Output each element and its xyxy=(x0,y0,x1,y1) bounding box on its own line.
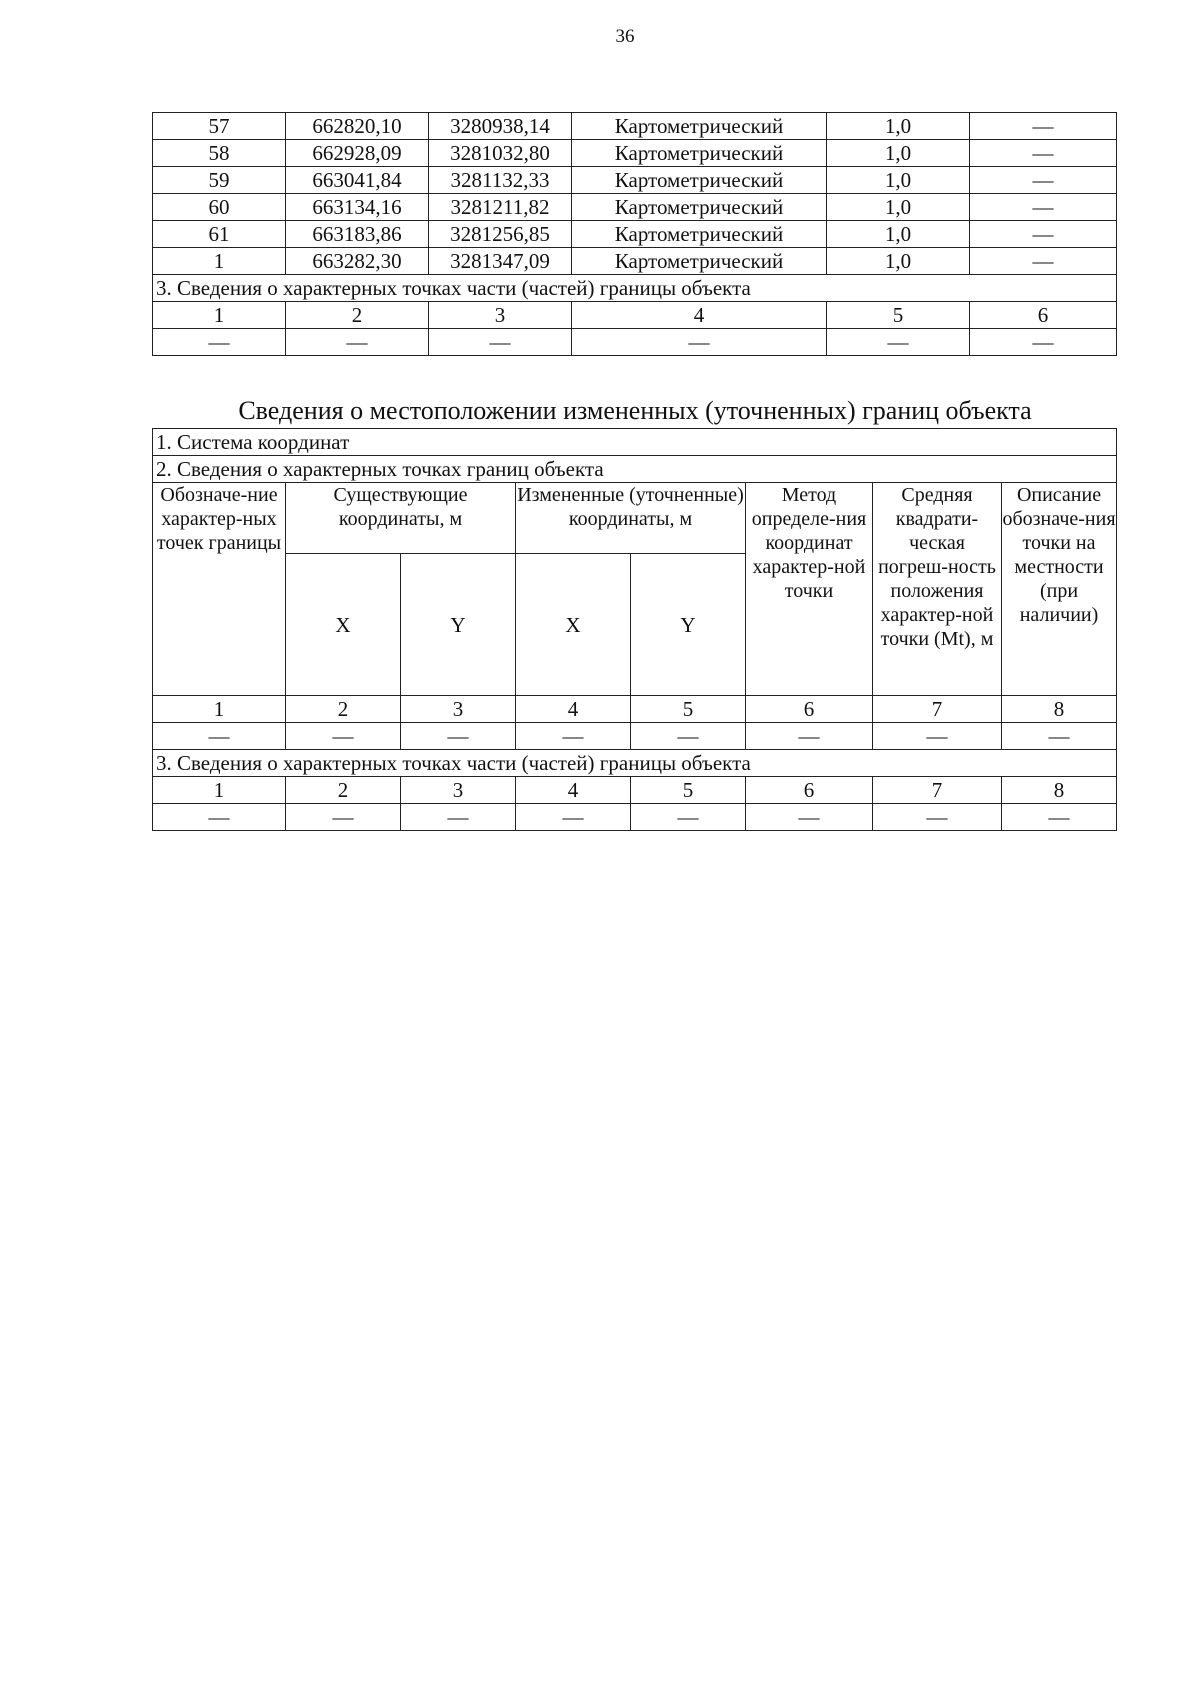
table-cell: — xyxy=(631,804,746,831)
table-cell: — xyxy=(401,804,516,831)
table-cell: 1,0 xyxy=(827,167,970,194)
table-cell: 8 xyxy=(1002,777,1117,804)
table-cell: Картометрический xyxy=(572,140,827,167)
table-cell: 1 xyxy=(153,696,286,723)
table-cell: — xyxy=(746,804,873,831)
table-cell: 1,0 xyxy=(827,113,970,140)
table-cell: — xyxy=(631,723,746,750)
table-cell: Картометрический xyxy=(572,113,827,140)
table-cell: 4 xyxy=(516,696,631,723)
section-3-part-points: 3. Сведения о характерных точках части (частей) границы объекта xyxy=(153,275,1117,302)
table-cell: 59 xyxy=(153,167,286,194)
table-cell: — xyxy=(516,723,631,750)
table-cell: 4 xyxy=(572,302,827,329)
table-cell: 2 xyxy=(286,696,401,723)
table-cell: 2 xyxy=(286,302,429,329)
section-2-boundary-points: 2. Сведения о характерных точках границ объекта xyxy=(153,456,1117,483)
header-changed-x: X xyxy=(516,554,631,696)
table-cell: — xyxy=(1002,723,1117,750)
table-row xyxy=(153,113,1117,140)
header-method: Метод определе-ния координат характер-ной точки xyxy=(746,483,873,696)
table-cell: 3280938,14 xyxy=(429,113,572,140)
table-cell: — xyxy=(970,248,1117,275)
changed-boundaries-table xyxy=(152,428,1117,831)
table-cell: 3 xyxy=(401,696,516,723)
page-number: 36 xyxy=(615,26,635,47)
header-existing-x: X xyxy=(286,554,401,696)
table-cell: 8 xyxy=(1002,696,1117,723)
table-cell: 1 xyxy=(153,777,286,804)
table-cell: — xyxy=(746,723,873,750)
table-cell: — xyxy=(1002,804,1117,831)
header-mean-square-error: Средняя квадрати-ческая погреш-ность положения характер-ной точки (Mt), м xyxy=(873,483,1002,696)
table-cell: — xyxy=(970,167,1117,194)
table-cell: — xyxy=(970,221,1117,248)
table-cell: 1 xyxy=(153,302,286,329)
table-row xyxy=(153,248,1117,275)
table-cell: 5 xyxy=(631,696,746,723)
table-row xyxy=(153,140,1117,167)
table-cell: — xyxy=(429,329,572,356)
table-cell: Картометрический xyxy=(572,248,827,275)
table-cell: 663183,86 xyxy=(286,221,429,248)
table-cell: — xyxy=(153,804,286,831)
column-number-row xyxy=(153,696,1117,723)
table-cell: 1,0 xyxy=(827,194,970,221)
table-cell: 663282,30 xyxy=(286,248,429,275)
table-cell: 7 xyxy=(873,777,1002,804)
table-cell: 3 xyxy=(429,302,572,329)
table-cell: 662928,09 xyxy=(286,140,429,167)
table-cell: 6 xyxy=(970,302,1117,329)
table-cell: 1,0 xyxy=(827,140,970,167)
table-cell: 3281211,82 xyxy=(429,194,572,221)
table-cell: — xyxy=(970,113,1117,140)
section-1-coordinate-system: 1. Система координат xyxy=(153,429,1117,456)
table-row xyxy=(153,329,1117,356)
header-changed-y: Y xyxy=(631,554,746,696)
table-cell: Картометрический xyxy=(572,221,827,248)
table-cell: 5 xyxy=(827,302,970,329)
table-cell: Картометрический xyxy=(572,167,827,194)
column-number-row xyxy=(153,302,1117,329)
table-cell: 662820,10 xyxy=(286,113,429,140)
table-cell: 61 xyxy=(153,221,286,248)
table-cell: 1,0 xyxy=(827,248,970,275)
table-cell: 4 xyxy=(516,777,631,804)
table-cell: — xyxy=(572,329,827,356)
table-cell: 663134,16 xyxy=(286,194,429,221)
table-cell: — xyxy=(516,804,631,831)
header-existing-coordinates: Существующие координаты, м xyxy=(286,483,516,554)
table-cell: 3281132,33 xyxy=(429,167,572,194)
table-cell: 663041,84 xyxy=(286,167,429,194)
table-cell: 7 xyxy=(873,696,1002,723)
table-cell: — xyxy=(873,804,1002,831)
table-cell: — xyxy=(401,723,516,750)
header-existing-y: Y xyxy=(401,554,516,696)
table-cell: 57 xyxy=(153,113,286,140)
header-point-designation: Обозначе-ние характер-ных точек границы xyxy=(153,483,286,696)
table-row xyxy=(153,194,1117,221)
table-cell: — xyxy=(286,804,401,831)
table-cell: — xyxy=(827,329,970,356)
table-cell: — xyxy=(970,329,1117,356)
table-row xyxy=(153,804,1117,831)
table-cell: — xyxy=(286,329,429,356)
table-row xyxy=(153,723,1117,750)
table-cell: 2 xyxy=(286,777,401,804)
table-cell: — xyxy=(153,723,286,750)
table-cell: 3281256,85 xyxy=(429,221,572,248)
section-3-part-points: 3. Сведения о характерных точках части (частей) границы объекта xyxy=(153,750,1117,777)
table-cell: 60 xyxy=(153,194,286,221)
table-cell: — xyxy=(970,140,1117,167)
table-cell: — xyxy=(153,329,286,356)
section-title: Сведения о местоположении измененных (уточненных) границ объекта xyxy=(238,396,1032,425)
table-cell: 3281347,09 xyxy=(429,248,572,275)
header-changed-coordinates: Измененные (уточненные) координаты, м xyxy=(516,483,746,554)
table-row xyxy=(153,167,1117,194)
table-cell: 3281032,80 xyxy=(429,140,572,167)
table-cell: 6 xyxy=(746,696,873,723)
table-row xyxy=(153,750,1117,777)
table-cell: — xyxy=(873,723,1002,750)
table-cell: 1,0 xyxy=(827,221,970,248)
table-cell: 1 xyxy=(153,248,286,275)
table-cell: — xyxy=(286,723,401,750)
table-row xyxy=(153,221,1117,248)
column-number-row xyxy=(153,777,1117,804)
table-cell: 3 xyxy=(401,777,516,804)
table-cell: Картометрический xyxy=(572,194,827,221)
table-cell: 5 xyxy=(631,777,746,804)
coordinates-table-continued xyxy=(152,112,1117,356)
header-point-description: Описание обозначе-ния точки на местности (при наличии) xyxy=(1002,483,1117,696)
table-cell: 6 xyxy=(746,777,873,804)
table-cell: — xyxy=(970,194,1117,221)
table-cell: 58 xyxy=(153,140,286,167)
table-row xyxy=(153,275,1117,302)
